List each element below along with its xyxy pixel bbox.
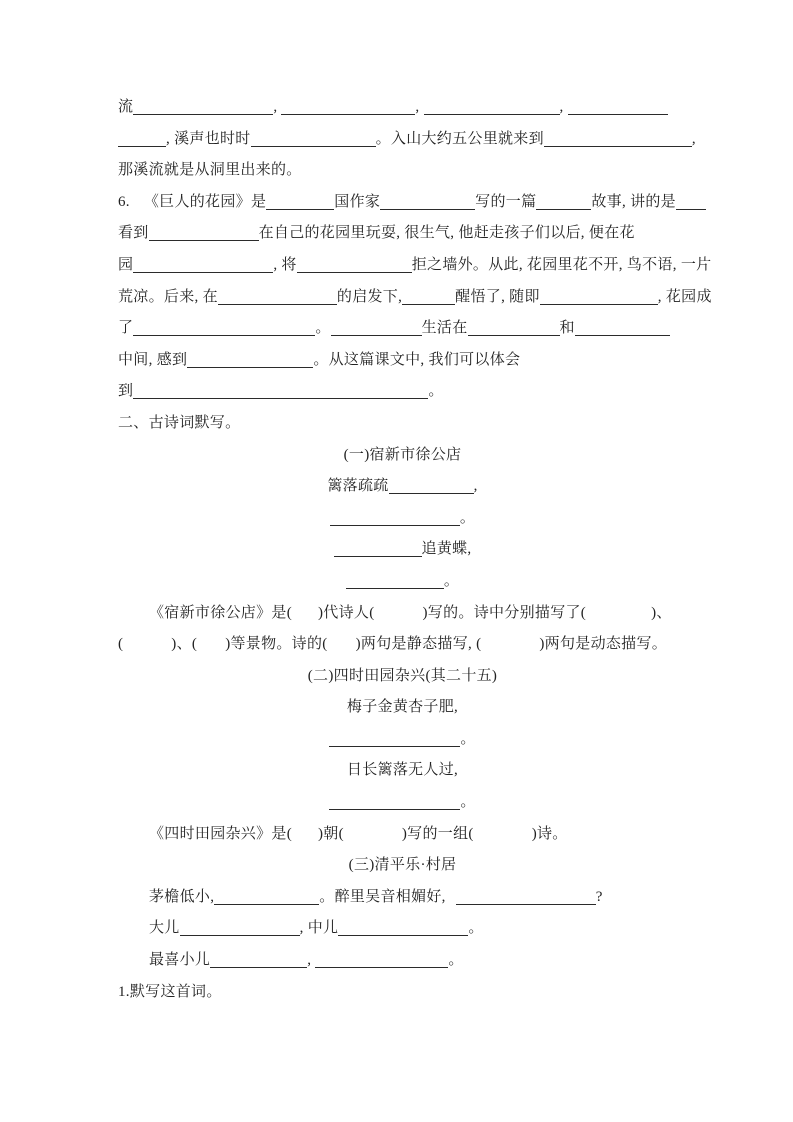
text-run: 。 <box>459 509 476 526</box>
text-run: 中间, 感到 <box>118 351 188 368</box>
text-run: 在自己的花园里玩耍, 很生气, 他赶走孩子们以后, 便在花 <box>258 225 635 242</box>
text-run: 。醉里吴音相媚好, <box>319 888 446 905</box>
text-run: 和 <box>559 320 575 337</box>
paren-gap <box>130 205 144 206</box>
answer-blank <box>402 304 455 305</box>
text-run: , 溪声也时时 <box>166 130 251 147</box>
text-run: 。 <box>460 794 476 811</box>
text-run: 那溪流就是从洞里出来的。 <box>118 162 302 179</box>
text-run: , 将 <box>273 256 297 273</box>
q6-line-1 <box>118 187 675 219</box>
text-run: )两句是静态描写, ( <box>355 636 482 653</box>
paren-gap <box>481 647 539 648</box>
text-run: , <box>559 99 568 115</box>
paren-gap <box>446 900 456 901</box>
text-run: 。 <box>448 952 464 969</box>
answer-blank <box>334 556 422 557</box>
answer-blank <box>568 114 668 115</box>
poem-1-question-line-2 <box>118 629 675 661</box>
text-run: 《巨人的花园》是 <box>143 193 267 210</box>
text-run: 1.默写这首词。 <box>118 983 222 1000</box>
text-run: 最喜小儿 <box>149 952 211 969</box>
poem-1-verse-3 <box>118 534 675 566</box>
text-run: 日长篱落无人过, <box>346 762 459 779</box>
text-run: 荒凉。后来, 在 <box>118 288 218 305</box>
q6-line-5 <box>118 313 675 345</box>
poem-2-title <box>118 661 675 693</box>
poem-1-verse-2 <box>118 503 675 535</box>
text-run: )诗。 <box>531 825 568 842</box>
answer-blank <box>133 398 428 399</box>
text-run: 。入山大约五公里就来到 <box>375 130 544 147</box>
text-run: 。从这篇课文中, 我们可以体会 <box>313 351 521 368</box>
q5-blanks-line-1 <box>118 92 675 124</box>
answer-blank <box>424 114 560 115</box>
answer-blank <box>133 272 273 273</box>
answer-blank <box>329 746 460 747</box>
text-run: 。 <box>468 920 484 937</box>
answer-blank <box>676 209 706 210</box>
answer-blank <box>331 335 422 336</box>
text-run: 看到 <box>118 225 149 242</box>
poem-1-verse-1 <box>118 471 675 503</box>
text-run: 6. <box>118 193 130 210</box>
text-run: 。 <box>460 730 476 747</box>
paren-gap <box>292 837 318 838</box>
text-run: (二)四时田园杂兴(其二十五) <box>307 667 498 684</box>
worksheet-content <box>118 92 712 1008</box>
answer-blank <box>536 209 591 210</box>
q6-line-3 <box>118 250 712 282</box>
answer-blank <box>329 809 460 810</box>
text-run: 生活在 <box>421 320 468 337</box>
text-run: , <box>307 952 316 969</box>
poem-2-verse-4 <box>118 787 675 819</box>
answer-blank <box>180 935 300 936</box>
text-run: 写的一篇 <box>475 193 537 210</box>
answer-blank <box>456 904 596 905</box>
text-run: 拒之墙外。从此, 花园里花不开, 鸟不语, 一片 <box>411 256 712 273</box>
text-run: )朝( <box>318 825 344 842</box>
text-run: 大儿 <box>149 920 180 937</box>
text-run: 。 <box>428 383 444 400</box>
answer-blank <box>251 146 376 147</box>
poem-3-verse-1 <box>118 882 675 914</box>
answer-blank <box>118 146 166 147</box>
text-run: 。 <box>315 320 331 337</box>
text-run: 流 <box>118 99 134 115</box>
text-run: (三)清平乐·村居 <box>348 857 457 874</box>
q6-line-4 <box>118 282 712 314</box>
answer-blank <box>266 209 334 210</box>
text-run: 篱落疏疏 <box>327 478 389 495</box>
text-run: , 花园成 <box>657 288 712 305</box>
text-run: 茅檐低小, <box>149 888 215 905</box>
paren-gap <box>344 837 402 838</box>
q6-line-6 <box>118 345 675 377</box>
text-run: )写的。诗中分别描写了( <box>422 604 587 621</box>
answer-blank <box>133 114 273 115</box>
answer-blank <box>575 335 670 336</box>
answer-blank <box>281 114 415 115</box>
text-run: 追黄蝶, <box>421 541 472 558</box>
poem-3-verse-2 <box>118 913 675 945</box>
answer-blank <box>330 525 460 526</box>
text-run: 二、古诗词默写。 <box>118 414 241 431</box>
paren-gap <box>586 616 651 617</box>
answer-blank <box>210 967 307 968</box>
text-run: ? <box>595 888 603 905</box>
answer-blank <box>149 240 259 241</box>
text-run: )写的一组( <box>401 825 474 842</box>
paren-gap <box>123 647 171 648</box>
q6-line-2 <box>118 218 675 250</box>
text-run: ( <box>118 636 124 653</box>
poem-2-question-line <box>118 819 675 851</box>
paren-gap <box>375 616 423 617</box>
text-run: )、 <box>651 604 672 621</box>
text-run: 。 <box>443 572 460 589</box>
text-run: 梅子金黄杏子肥, <box>346 699 459 716</box>
text-run: 国作家 <box>334 193 381 210</box>
paren-gap <box>328 647 356 648</box>
answer-blank <box>214 904 319 905</box>
text-run: 故事, 讲的是 <box>591 193 676 210</box>
section-2-heading <box>118 408 675 440</box>
answer-blank <box>380 209 475 210</box>
text-run: (一)宿新市徐公店 <box>343 446 462 463</box>
answer-blank <box>297 272 412 273</box>
text-run: , <box>473 478 478 495</box>
text-run: 《宿新市徐公店》是( <box>149 604 292 621</box>
text-run: 园 <box>118 256 134 273</box>
poem-3-title <box>118 850 675 882</box>
text-run: , <box>273 99 282 115</box>
paren-gap <box>474 837 532 838</box>
poem-1-question-line-1 <box>118 598 675 630</box>
answer-blank <box>540 304 658 305</box>
answer-blank <box>544 146 692 147</box>
text-run: 了 <box>118 320 134 337</box>
text-run: )、( <box>171 636 198 653</box>
text-run: , <box>691 130 696 147</box>
answer-blank <box>389 493 474 494</box>
poem-1-title <box>118 440 675 472</box>
answer-blank <box>315 967 448 968</box>
text-run: 《四时田园杂兴》是( <box>149 825 292 842</box>
paren-gap <box>292 616 318 617</box>
text-run: 的启发下, <box>336 288 403 305</box>
subquestion-1-line <box>118 977 675 1009</box>
text-run: , <box>415 99 424 115</box>
answer-blank <box>468 335 560 336</box>
q5-blanks-line-2 <box>118 124 696 156</box>
answer-blank <box>338 935 468 936</box>
poem-2-verse-1 <box>118 692 675 724</box>
answer-blank <box>133 335 315 336</box>
answer-blank <box>346 588 444 589</box>
text-run: )两句是动态描写。 <box>539 636 668 653</box>
q5-text-line <box>118 155 675 187</box>
text-run: 醒悟了, 随即 <box>455 288 540 305</box>
paren-gap <box>197 647 225 648</box>
poem-3-verse-3 <box>118 945 675 977</box>
answer-blank <box>187 367 313 368</box>
q6-line-7 <box>118 376 675 408</box>
poem-2-verse-2 <box>118 724 675 756</box>
text-run: )等景物。诗的( <box>225 636 328 653</box>
answer-blank <box>218 304 337 305</box>
poem-1-verse-4 <box>118 566 675 598</box>
text-run: 到 <box>118 383 134 400</box>
text-run: , 中儿 <box>299 920 339 937</box>
poem-2-verse-3 <box>118 755 675 787</box>
text-run: )代诗人( <box>318 604 375 621</box>
